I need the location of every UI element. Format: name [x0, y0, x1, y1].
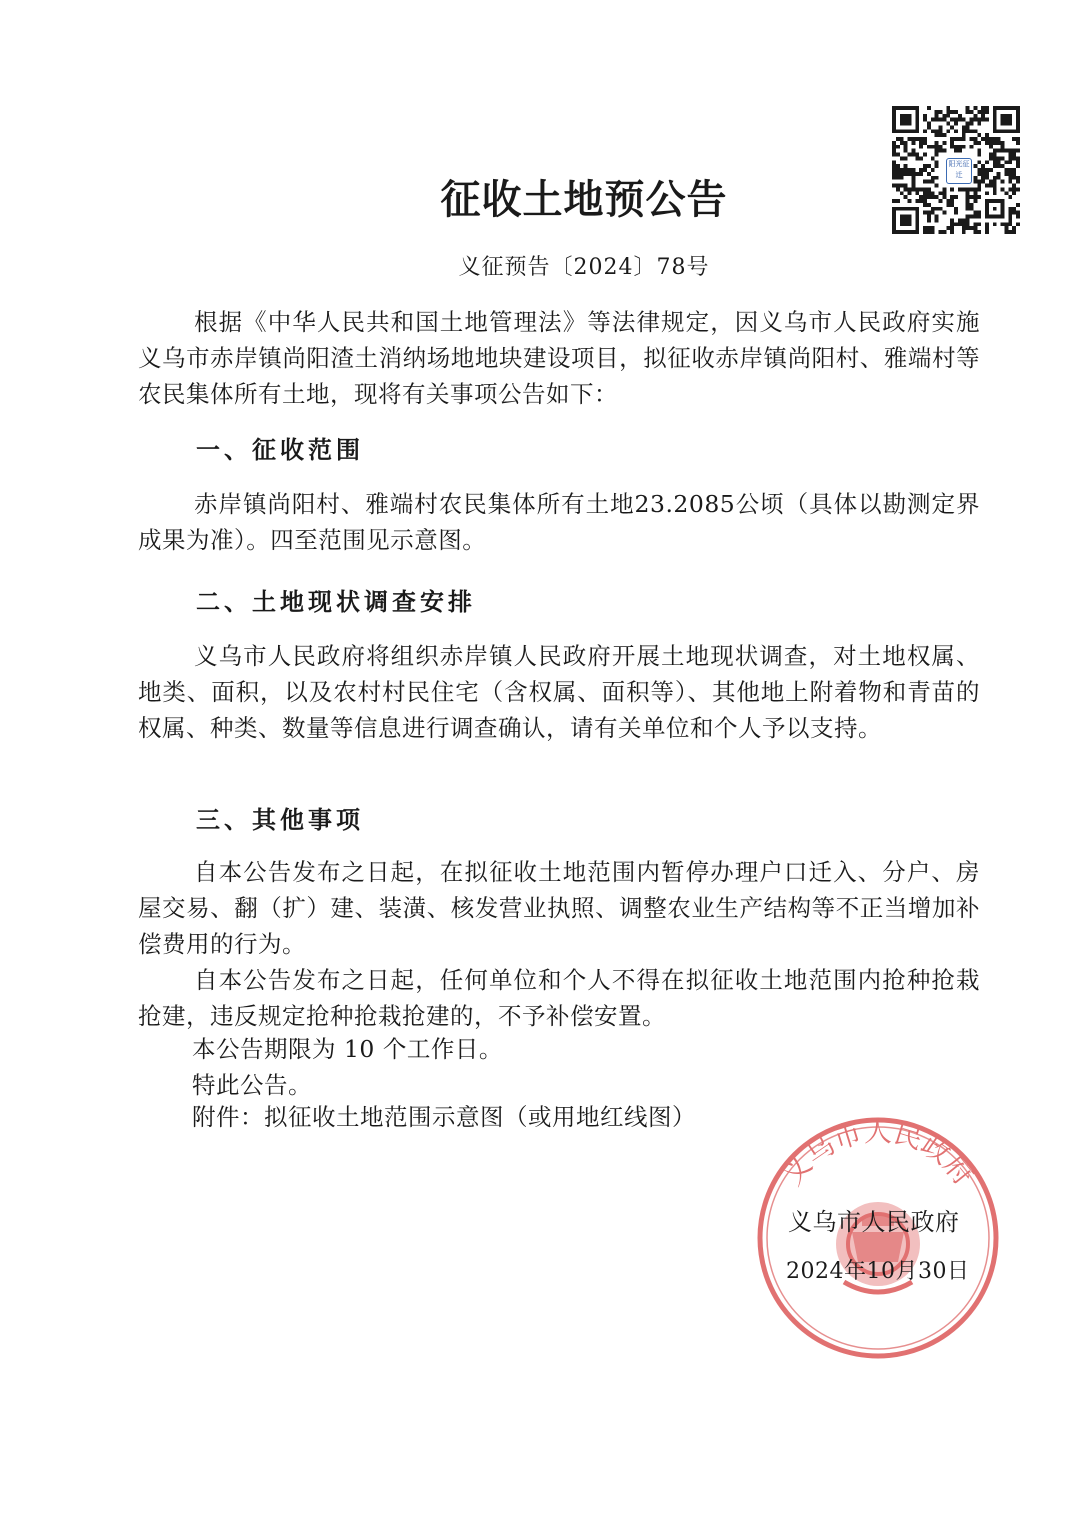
government-seal-icon: [752, 1112, 1004, 1364]
qr-badge: 阳光征迁: [946, 158, 972, 184]
section-survey-paragraph: 义乌市人民政府将组织赤岸镇人民政府开展土地现状调查，对土地权属、地类、面积，以及农村村民住宅（含权属、面积等）、其他地上附着物和青苗的权属、种类、数量等信息进行调查确认，请有关单位和个人予以支持。: [138, 642, 980, 742]
section-other-paragraph-1: 自本公告发布之日起，在拟征收土地范围内暂停办理户口迁入、分户、房屋交易、翻（扩）建、装潢、核发营业执照、调整农业生产结构等不正当增加补偿费用的行为。: [138, 858, 980, 958]
section-scope-paragraph: 赤岸镇尚阳村、雅端村农民集体所有土地23.2085公顷（具体以勘测定界成果为准）。四至范围见示意图。: [138, 490, 980, 554]
period-line: 本公告期限为 10 个工作日。: [192, 1035, 503, 1063]
official-seal: [752, 1112, 1004, 1364]
document-number: 义征预告〔2024〕78号: [458, 255, 710, 280]
issue-date: 2024年10月30日: [786, 1259, 970, 1284]
intro-paragraph: 根据《中华人民共和国土地管理法》等法律规定，因义乌市人民政府实施义乌市赤岸镇尚阳渣土消纳场地地块建设项目，拟征收赤岸镇尚阳村、雅端村等农民集体所有土地，现将有关事项公告如下：: [138, 308, 980, 408]
section-other-paragraph-2: 自本公告发布之日起，任何单位和个人不得在拟征收土地范围内抢种抢栽抢建，违反规定抢种抢栽抢建的，不予补偿安置。: [138, 966, 980, 1030]
attachment-line: 附件：拟征收土地范围示意图（或用地红线图）: [192, 1103, 696, 1131]
section-heading-scope: 一、征收范围: [196, 436, 364, 464]
seal-text: 义乌市人民政府: [775, 1114, 981, 1192]
page-title: 征收土地预公告: [440, 177, 728, 223]
section-heading-other: 三、其他事项: [196, 806, 364, 834]
section-heading-survey: 二、土地现状调查安排: [196, 588, 476, 616]
signer-name: 义乌市人民政府: [788, 1208, 960, 1236]
closing-line: 特此公告。: [192, 1071, 312, 1099]
